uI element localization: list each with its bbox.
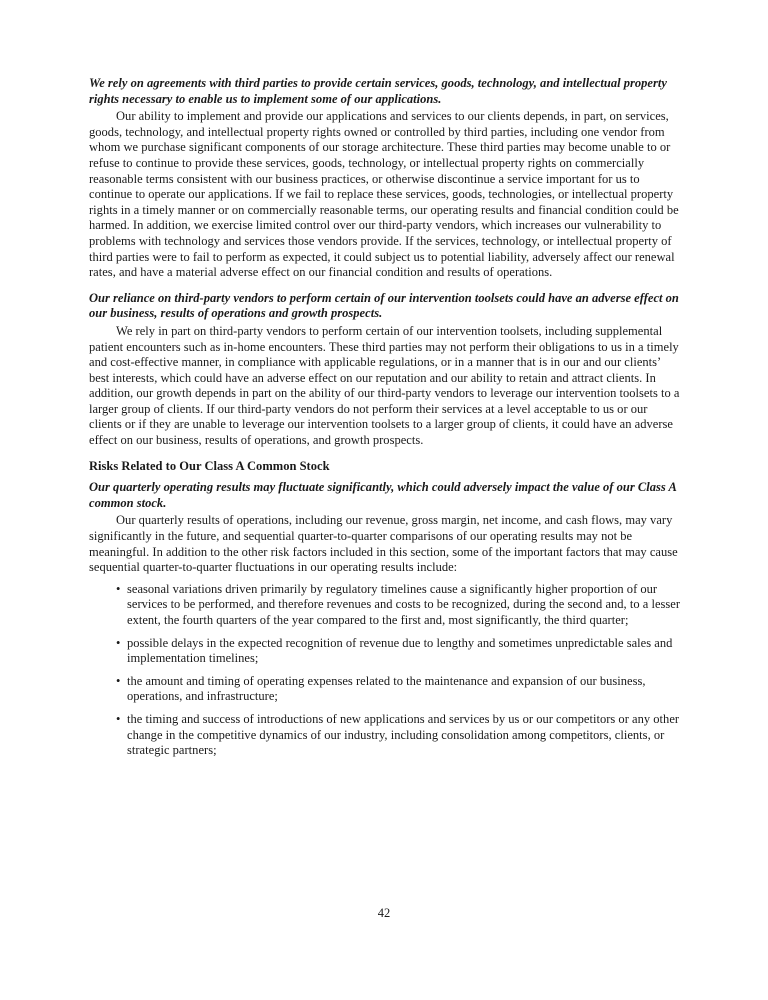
- list-item: [116, 582, 682, 629]
- bullet-icon: •: [116, 711, 121, 726]
- bullet-icon: •: [116, 673, 121, 688]
- bullet-icon: •: [116, 581, 121, 596]
- section-third-party-vendors: [89, 291, 682, 449]
- list-item-text: seasonal variations driven primarily by regulatory timelines cause a significantly higher proportion of our services to be performed, and therefore revenues and costs to be recognized, during the second and, to a lesser extent, the fourth quarters of the year compared to the first and, most significantly, the third quarter;: [127, 581, 681, 627]
- list-item-text: the amount and timing of operating expenses related to the maintenance and expansion of our business, operations, and infrastructure;: [127, 673, 646, 704]
- list-item: [116, 636, 682, 667]
- factor-list: [89, 582, 682, 759]
- section-paragraph: Our quarterly results of operations, including our revenue, gross margin, net income, and cash flows, may vary significantly in the future, and sequential quarter-to-quarter comparisons of our operating results may not be meaningful. In addition to the other risk factors included in this section, some of the important factors that may cause sequential quarter-to-quarter fluctuations in our operating results include:: [89, 513, 678, 575]
- list-item-text: the timing and success of introductions of new applications and services by us or our competitors or any other change in the competitive dynamics of our industry, including consolidation among competitors, clients, or strategic partners;: [127, 711, 680, 758]
- document-page: [89, 76, 682, 766]
- section-heading: Our quarterly operating results may fluctuate significantly, which could adversely impact the value of our Class A common stock.: [89, 480, 677, 510]
- section-paragraph: We rely in part on third-party vendors to perform certain of our intervention toolsets, including supplemental patient encounters such as in-home encounters. These third parties may not perform their obligations to us in a timely and cost-effective manner, in compliance with applicable regulations, or in a manner that is in our and our clients’ best interests, which could have an adverse effect on our reputation and our ability to retain and attract clients. In addition, our growth depends in part on the ability of our third-party vendors to leverage our intervention toolsets to a larger group of clients. If our third-party vendors do not perform their services at a level acceptable to us or our clients or if they are unable to leverage our intervention toolsets to a larger group of clients, it could have an adverse effect on our business, results of operations, and growth prospects.: [89, 323, 680, 448]
- section-third-party-agreements: [89, 76, 682, 281]
- section-heading: Our reliance on third-party vendors to perform certain of our intervention toolsets could have an adverse effect on our business, results of operations and growth prospects.: [89, 290, 679, 321]
- list-item: [116, 712, 682, 759]
- bullet-icon: •: [116, 635, 121, 650]
- section-class-a-stock-risks: [89, 459, 682, 759]
- list-item-text: possible delays in the expected recognition of revenue due to lengthy and sometimes unpredictable sales and implementation timelines;: [127, 635, 673, 666]
- section-paragraph: Our ability to implement and provide our applications and services to our clients depends, in part, on services, goods, technology, and intellectual property rights owned or controlled by third parties, including one vendor from whom we purchase significant components of our storage architecture. These third parties may become unable to or refuse to continue to provide these services, goods, technology, or intellectual property rights on commercially reasonable terms consistent with our business practices, or otherwise discontinue a service important for us to continue to operate our applications. If we fail to replace these services, goods, technologies, or intellectual property rights in a timely manner or on commercially reasonable terms, our operating results and financial condition could be harmed. In addition, we exercise limited control over our third-party vendors, which increases our vulnerability to problems with technology and services those vendors provide. If the services, technology, or intellectual property of third parties were to fail to perform as expected, it could subject us to potential liability, adversely affect our renewal rates, and have a material adverse effect on our financial condition and results of operations.: [89, 109, 679, 280]
- section-heading: We rely on agreements with third parties to provide certain services, goods, technology, and intellectual property rights necessary to enable us to implement some of our applications.: [89, 76, 667, 106]
- list-item: [116, 674, 682, 705]
- page-number: 42: [377, 906, 391, 920]
- risk-section-title: Risks Related to Our Class A Common Stock: [89, 458, 330, 473]
